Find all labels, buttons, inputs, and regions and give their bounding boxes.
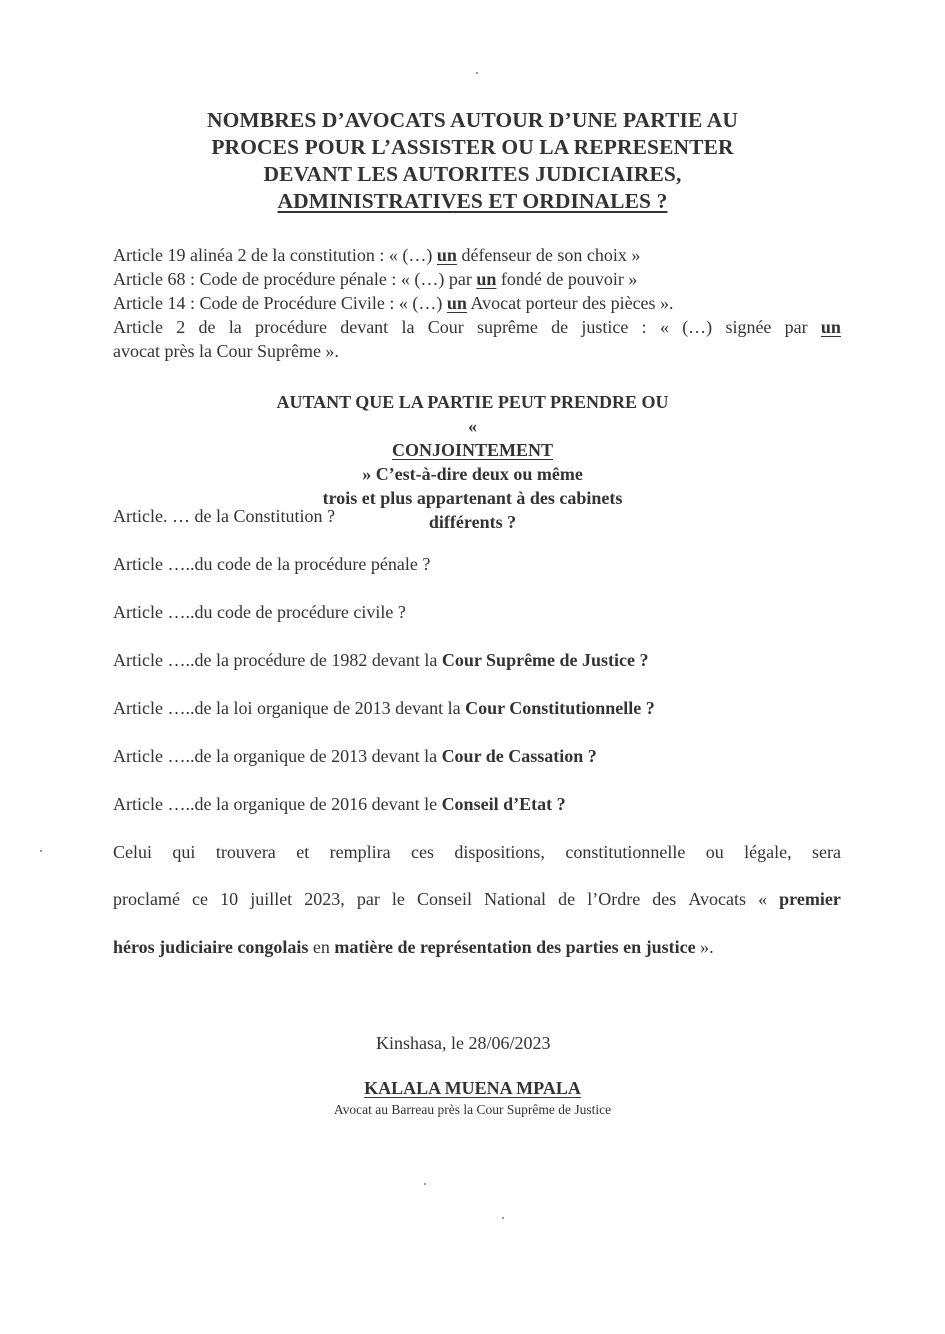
subtitle-line-3: trois et plus appartenant à des cabinets: [322, 488, 623, 508]
signatory-name: KALALA MUENA MPALA: [364, 1078, 581, 1098]
reference-supreme-court-continued: avocat près la Cour Suprême ».: [113, 341, 339, 361]
subtitle-line-2: « CONJOINTEMENT » C’est-à-dire deux ou même: [180, 414, 765, 486]
question-constitution: Article. … de la Constitution ?: [113, 506, 335, 526]
question-constitutional-court: Article …..de la loi organique de 2013 devant la Cour Constitutionnelle ?: [113, 698, 655, 718]
subtitle-line-4: différents ?: [428, 512, 517, 532]
question-penal-procedure: Article …..du code de la procédure pénale ?: [113, 554, 431, 574]
question-supreme-court: Article …..de la procédure de 1982 devant la Cour Suprême de Justice ?: [113, 650, 649, 670]
reference-civil-code: Article 14 : Code de Procédure Civile : « (…) un Avocat porteur des pièces ».: [113, 293, 674, 313]
title-line-2: PROCES POUR L’ASSISTER OU LA REPRESENTER: [211, 135, 734, 159]
reference-constitution: Article 19 alinéa 2 de la constitution : « (…) un défenseur de son choix »: [113, 245, 641, 265]
emphasis-un: un: [820, 317, 841, 337]
question-court-of-cassation: Article …..de la organique de 2013 devant la Cour de Cassation ?: [113, 746, 597, 766]
title-line-4: ADMINISTRATIVES ET ORDINALES ?: [277, 189, 668, 213]
scan-speck: [424, 1183, 426, 1185]
reference-supreme-court: Article 2 de la procédure devant la Cour suprême de justice : « (…) signée par un: [113, 317, 841, 337]
emphasis-conjointement: CONJOINTEMENT: [391, 440, 553, 460]
question-council-of-state: Article …..de la organique de 2016 devant le Conseil d’Etat ?: [113, 794, 566, 814]
emphasis-un: un: [476, 269, 497, 289]
subtitle-line-1: AUTANT QUE LA PARTIE PEUT PRENDRE OU: [276, 392, 669, 412]
scan-speck: [40, 850, 42, 852]
place-and-date: Kinshasa, le 28/06/2023: [376, 1033, 551, 1053]
legal-references: [113, 243, 841, 363]
closing-paragraph-line-1: Celui qui trouvera et remplira ces dispositions, constitutionnelle ou légale, sera: [113, 842, 841, 862]
scan-speck: [476, 72, 478, 74]
reference-penal-code: Article 68 : Code de procédure pénale : « (…) par un fondé de pouvoir »: [113, 269, 638, 289]
closing-paragraph-line-3: héros judiciaire congolais en matière de représentation des parties en justice ».: [113, 937, 714, 957]
emphasis-un: un: [436, 245, 457, 265]
emphasis-un: un: [446, 293, 467, 313]
scan-speck: [502, 1217, 504, 1219]
title-line-1: NOMBRES D’AVOCATS AUTOUR D’UNE PARTIE AU: [206, 108, 739, 132]
document-title: [140, 107, 805, 215]
question-civil-procedure: Article …..du code de procédure civile ?: [113, 602, 406, 622]
closing-paragraph-line-2: proclamé ce 10 juillet 2023, par le Conseil National de l’Ordre des Avocats « premier: [113, 889, 841, 909]
title-line-3: DEVANT LES AUTORITES JUDICIAIRES,: [263, 162, 682, 186]
signatory-title: Avocat au Barreau près la Cour Suprême de Justice: [333, 1102, 612, 1117]
